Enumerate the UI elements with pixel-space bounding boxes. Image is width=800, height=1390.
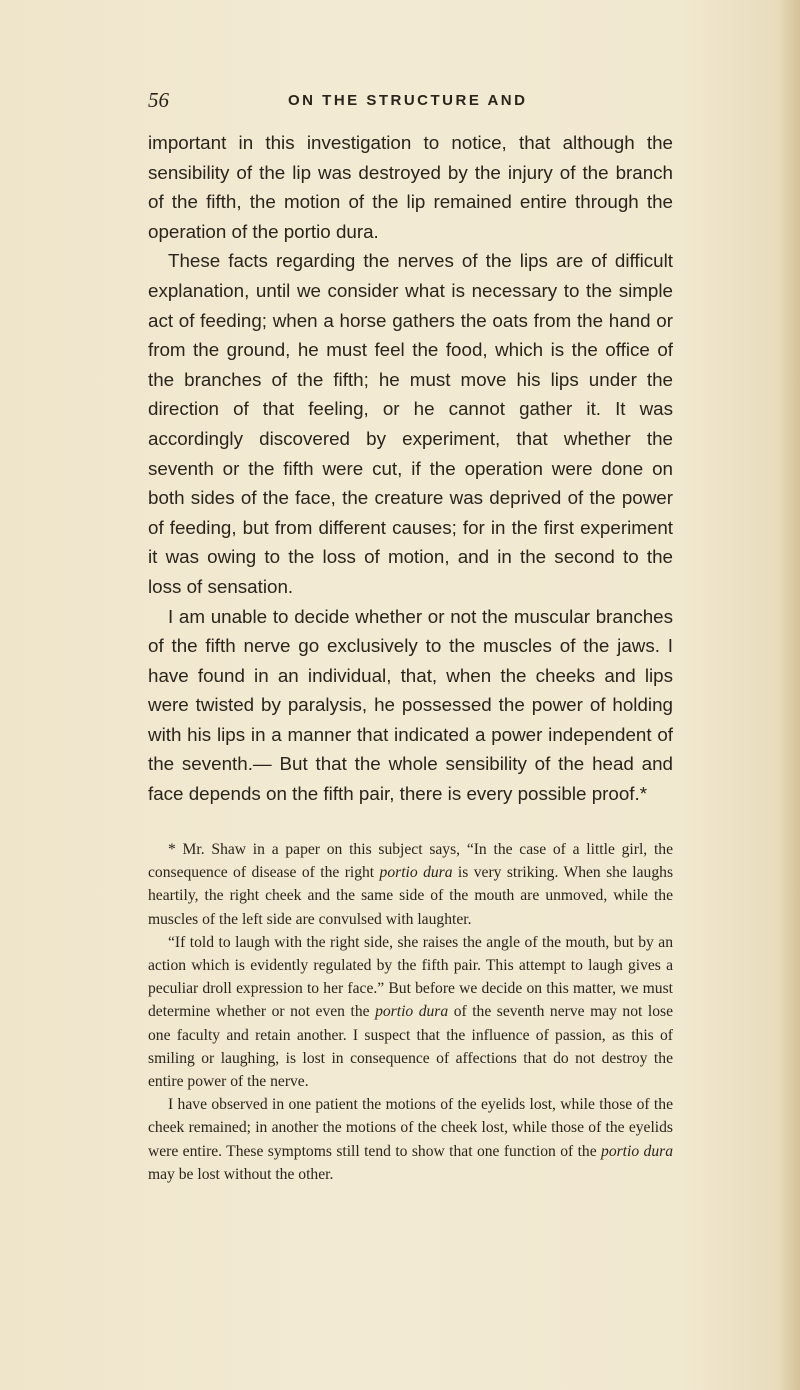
footnote-paragraph (148, 838, 673, 931)
paragraph: These facts regarding the nerves of the lips are of difficult explanation, until we consider what is necessary to the simple act of feeding; when a horse gathers the oats from the hand or from the ground, he must feel the food, which is the office of the branches of the fifth; he must move his lips under the direction of that feeling, or he cannot gather it. It was accordingly discovered by experiment, that whether the seventh or the fifth were cut, if the operation were done on both sides of the face, the creature was deprived of the power of feeding, but from different causes; for in the first experiment it was owing to the loss of motion, and in the second to the loss of sensation. (148, 250, 673, 597)
footnote-text: I have observed in one patient the motions of the eyelids lost, while those of the cheek remained; in another the motions of the cheek lost, while those of the eyelids were entire. These symptoms still tend to show that one function of the (148, 1096, 673, 1160)
footnote-text: is very striking. When she laughs heartily, the right cheek and the same side of the mouth are unmoved, while the muscles of the left side are convulsed with laughter. (148, 864, 674, 928)
footnote-text: of the seventh nerve may not lose one faculty and retain another. I suspect that the influence of passion, as this of smiling or laughing, is lost in consequence of affections that do not destroy the entire power of the nerve. (148, 1003, 673, 1091)
footnote-text: * Mr. Shaw in a paper on this subject says, “In the case of a little girl, the consequence of disease of the right (148, 841, 673, 882)
page-edge-shadow (778, 0, 800, 1390)
footnote-italic-term: portio dura (379, 864, 453, 882)
footnote-text: may be lost without the other. (148, 1165, 334, 1183)
page-number: 56 (148, 88, 169, 112)
page-header (148, 88, 668, 118)
running-head: ON THE STRUCTURE AND (288, 92, 528, 109)
paragraph: important in this investigation to notice, that although the sensibility of the lip was destroyed by the injury of the branch of the fifth, the motion of the lip remained entire through the operation of the portio dura. (148, 132, 673, 242)
footnote-paragraph (148, 1093, 673, 1186)
footnote-italic-term: portio dura (601, 1142, 673, 1160)
paragraph: I am unable to decide whether or not the muscular branches of the fifth nerve go exclusively to the muscles of the jaws. I have found in an individual, that, when the cheeks and lips were twisted by paralysis, he possessed the power of holding with his lips in a manner that indicated a power independent of the seventh.— But that the whole sensibility of the head and face depends on the fifth pair, there is every possible proof.* (148, 605, 673, 805)
footnote-paragraph (148, 931, 673, 1093)
footnote-italic-term: portio dura (375, 1003, 449, 1021)
main-text (148, 128, 673, 809)
footnote-text: “If told to laugh with the right side, she raises the angle of the mouth, but by an action which is evidently regulated by the fifth pair. This attempt to laugh gives a peculiar droll expression to her face.” But before we decide on this matter, we must determine whether or not even the (148, 933, 673, 1021)
footnote (148, 838, 673, 1186)
